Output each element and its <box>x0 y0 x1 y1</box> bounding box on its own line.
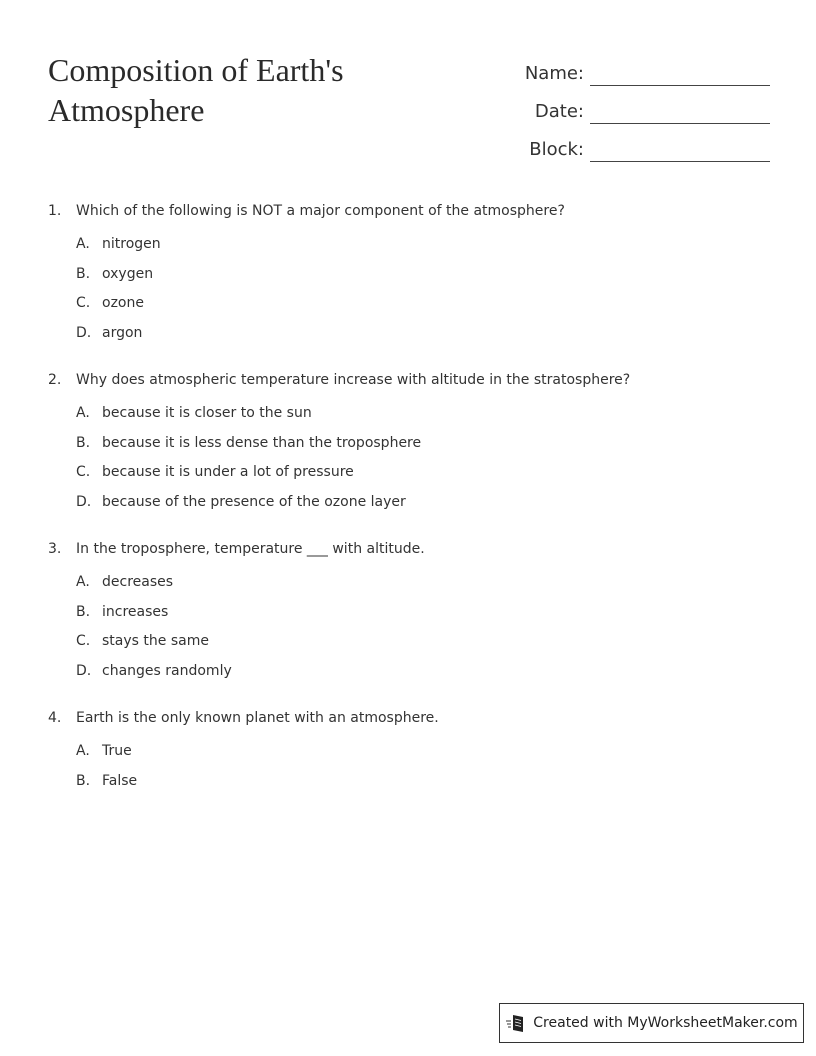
question-stem <box>48 538 768 560</box>
answer-option <box>76 233 768 263</box>
option-text: ozone <box>102 295 144 311</box>
footer-text: Created with MyWorksheetMaker.com <box>533 1015 798 1031</box>
option-text: argon <box>102 324 143 341</box>
date-blank-line <box>590 95 770 124</box>
answer-option <box>76 601 768 631</box>
option-text: decreases <box>102 574 174 590</box>
question-number: 1. <box>48 203 62 219</box>
question-text: Which of the following is NOT a major component of the atmosphere? <box>76 203 565 219</box>
option-letter: A. <box>76 743 90 759</box>
option-text: increases <box>102 603 169 620</box>
date-field <box>500 86 770 124</box>
option-text: oxygen <box>102 265 154 282</box>
question-stem <box>48 707 768 729</box>
option-letter: B. <box>76 772 91 789</box>
option-text: because it is closer to the sun <box>102 405 312 421</box>
answer-options <box>48 571 768 689</box>
option-text: True <box>102 743 132 759</box>
name-field <box>500 48 770 86</box>
option-letter: D. <box>76 662 92 679</box>
option-text: changes randomly <box>102 662 232 679</box>
answer-options <box>48 233 768 351</box>
question-number: 4. <box>48 710 62 726</box>
option-letter: C. <box>76 633 91 649</box>
option-text: because of the presence of the ozone layer <box>102 493 406 510</box>
question-text: Earth is the only known planet with an atmosphere. <box>76 710 439 726</box>
answer-option <box>76 770 768 800</box>
option-letter: D. <box>76 324 92 341</box>
block-label: Block: <box>529 139 584 160</box>
answer-option <box>76 263 768 293</box>
option-letter: B. <box>76 603 91 620</box>
question-stem <box>48 369 768 391</box>
option-text: stays the same <box>102 633 209 649</box>
option-letter: B. <box>76 265 91 282</box>
answer-option <box>76 322 768 352</box>
date-label: Date: <box>534 101 584 122</box>
question-1 <box>48 200 768 351</box>
answer-option <box>76 491 768 521</box>
answer-option <box>76 571 768 601</box>
answer-option <box>76 660 768 690</box>
question-4 <box>48 707 768 799</box>
option-text: False <box>102 772 138 789</box>
page-title: Composition of Earth's Atmosphere <box>48 52 344 128</box>
answer-option <box>76 292 768 322</box>
answer-option <box>76 432 768 462</box>
block-field <box>500 124 770 162</box>
option-letter: D. <box>76 493 92 510</box>
block-blank-line <box>590 133 770 162</box>
option-letter: C. <box>76 464 91 480</box>
answer-option <box>76 402 768 432</box>
answer-option <box>76 461 768 491</box>
answer-options <box>48 740 768 799</box>
question-list <box>48 200 768 817</box>
question-stem <box>48 200 768 222</box>
question-text: Why does atmospheric temperature increase with altitude in the stratosphere? <box>76 372 631 388</box>
option-letter: B. <box>76 434 91 451</box>
option-text: because it is less dense than the troposphere <box>102 434 422 451</box>
question-2 <box>48 369 768 520</box>
question-3 <box>48 538 768 689</box>
option-letter: A. <box>76 405 90 421</box>
option-letter: A. <box>76 236 90 252</box>
option-text: nitrogen <box>102 236 161 252</box>
answer-option <box>76 740 768 770</box>
student-info-fields <box>500 48 770 162</box>
option-letter: C. <box>76 295 91 311</box>
name-blank-line <box>590 57 770 86</box>
answer-options <box>48 402 768 520</box>
option-letter: A. <box>76 574 90 590</box>
question-number: 2. <box>48 372 62 388</box>
created-with-badge <box>499 1003 804 1043</box>
worksheet-logo-icon <box>505 1012 527 1034</box>
question-text: In the troposphere, temperature ___ with altitude. <box>76 541 425 557</box>
option-text: because it is under a lot of pressure <box>102 464 354 480</box>
answer-option <box>76 630 768 660</box>
name-label: Name: <box>524 63 584 84</box>
question-number: 3. <box>48 541 62 557</box>
